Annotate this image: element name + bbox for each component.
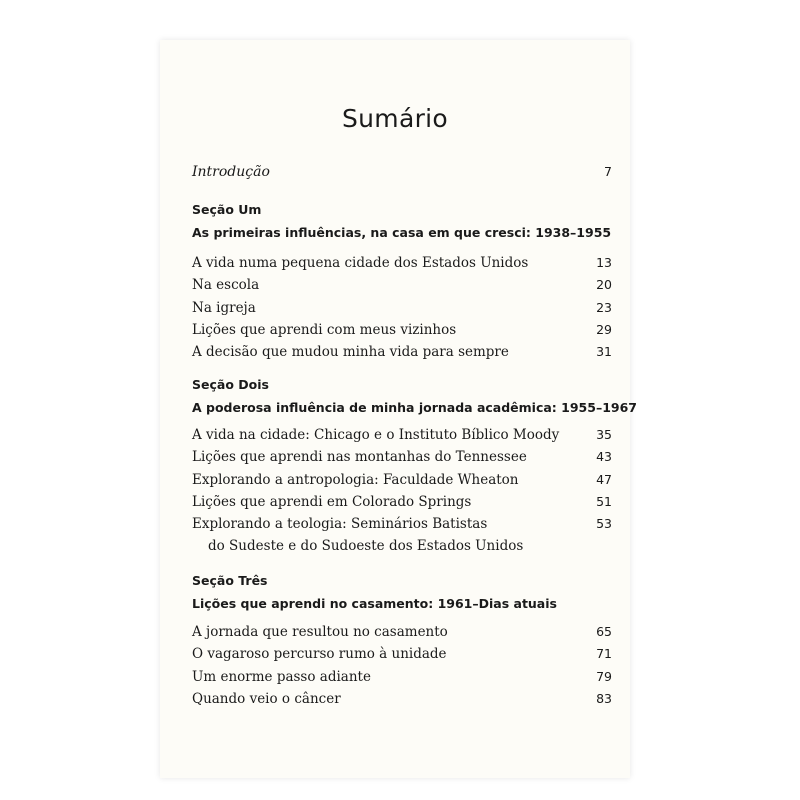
entry-title: Na igreja (192, 299, 256, 316)
entry-page-number: 83 (596, 690, 612, 706)
intro-page-number: 7 (604, 164, 612, 179)
entry-page-number: 29 (596, 321, 612, 337)
toc-entry (192, 319, 612, 341)
entry-page-number: 20 (596, 277, 612, 293)
toc-entry (192, 446, 612, 468)
entry-title: Lições que aprendi em Colorado Springs (192, 493, 472, 510)
toc-entry (192, 297, 612, 319)
entry-title: Um enorme passo adiante (192, 668, 371, 685)
entry-title: A vida na cidade: Chicago e o Instituto Bíblico Moody (192, 427, 560, 443)
toc-entry (192, 424, 612, 446)
entry-page-number: 53 (596, 516, 612, 532)
entry-title: O vagaroso percurso rumo à unidade (192, 646, 447, 663)
entry-page-number: 23 (596, 299, 612, 315)
entry-title: Na escola (192, 277, 260, 294)
entry-page-number: 71 (596, 646, 612, 662)
intro-label: Introdução (192, 164, 270, 180)
section-subtitle: A poderosa influência de minha jornada acadêmica: 1955–1967 (192, 400, 637, 415)
section-title: Seção Dois (192, 377, 269, 392)
entry-page-number: 51 (596, 493, 612, 509)
section-heading-2 (192, 375, 637, 418)
section-subtitle: Lições que aprendi no casamento: 1961–Dias atuais (192, 596, 557, 611)
toc-entry (192, 688, 612, 710)
toc-entry (192, 513, 612, 558)
section-heading-1 (192, 200, 622, 243)
section-title: Seção Três (192, 573, 268, 588)
entry-title: A jornada que resultou no casamento (192, 624, 448, 640)
entry-page-number: 31 (596, 344, 612, 360)
toc-entry (192, 341, 612, 363)
entry-page-number: 13 (596, 255, 612, 270)
entry-page-number: 43 (596, 449, 612, 465)
toc-entry (192, 274, 612, 296)
toc-entry (192, 621, 612, 643)
entry-title: Explorando a teologia: Seminários Batistas (192, 516, 488, 533)
entry-title: A vida numa pequena cidade dos Estados Unidos (192, 255, 529, 271)
entry-title: A decisão que mudou minha vida para sempre (192, 344, 509, 361)
entry-title: Quando veio o câncer (192, 690, 341, 707)
entry-title: Explorando a antropologia: Faculdade Wheaton (192, 471, 519, 488)
entry-page-number: 65 (596, 624, 612, 639)
toc-entry (192, 491, 612, 513)
book-page (160, 40, 637, 778)
page-title: Sumário (341, 104, 448, 133)
entry-page-number: 79 (596, 668, 612, 684)
toc-entry (192, 252, 612, 274)
entry-title: Lições que aprendi nas montanhas do Tennessee (192, 449, 527, 466)
entry-title-continuation: do Sudeste e do Sudoeste dos Estados Unidos (208, 538, 524, 555)
toc-entry (192, 666, 612, 688)
entry-title: Lições que aprendi com meus vizinhos (192, 321, 457, 338)
section-heading-3 (192, 571, 622, 614)
section-title: Seção Um (192, 202, 262, 217)
section-1-entries (192, 252, 612, 363)
entry-page-number: 47 (596, 471, 612, 487)
section-3-entries (192, 621, 612, 710)
entry-page-number: 35 (596, 427, 612, 442)
toc-entry (192, 643, 612, 665)
toc-entry (192, 469, 612, 491)
section-subtitle: As primeiras influências, na casa em que cresci: 1938–1955 (192, 225, 612, 240)
section-2-entries (192, 424, 612, 558)
intro-entry (192, 164, 612, 184)
